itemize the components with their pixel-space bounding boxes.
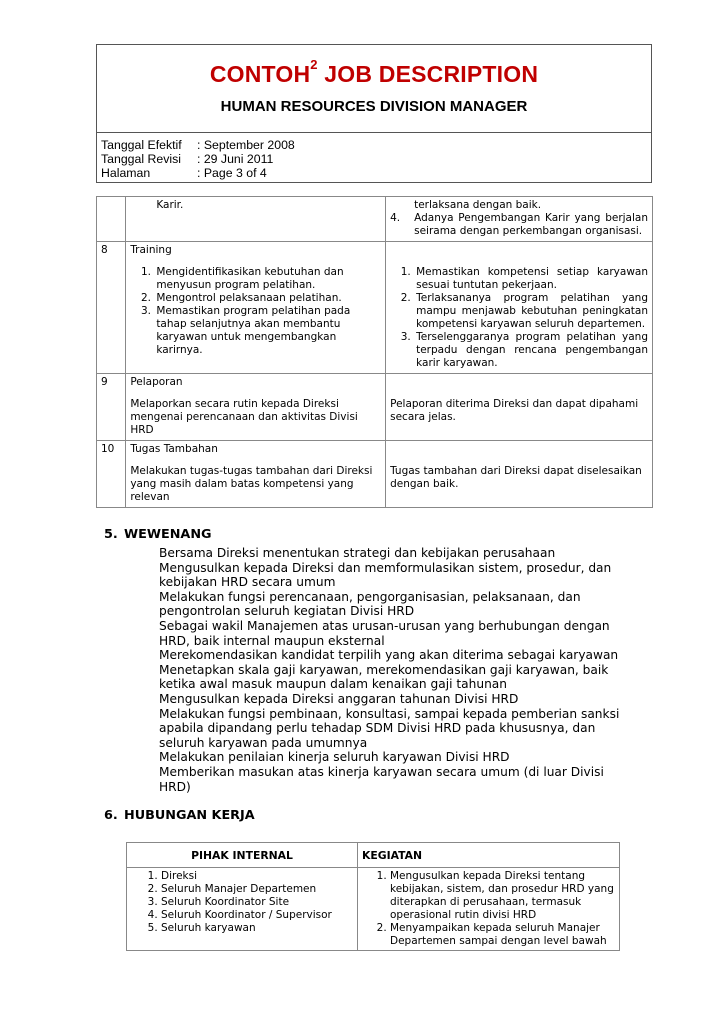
responsibilities-table [96, 196, 653, 508]
row-number: 10 [97, 441, 126, 508]
indicator-text: Pelaporan diterima Direksi dan dapat dipahami secara jelas. [390, 398, 639, 423]
activity-cell [126, 242, 386, 374]
section-number: 5. [104, 527, 118, 542]
indicator-cell [386, 441, 653, 508]
internal-parties-list [131, 870, 353, 935]
meta-value: : September 2008 [197, 138, 295, 152]
document-meta [101, 138, 295, 180]
title-main: CONTOH [209, 61, 311, 87]
table-row [97, 441, 653, 508]
row-number: 9 [97, 374, 126, 441]
table-row [97, 197, 653, 242]
table-row [97, 242, 653, 374]
section-heading-wewenang [104, 527, 212, 542]
meta-row [101, 166, 295, 180]
column-header-internal: PIHAK INTERNAL [127, 843, 358, 868]
list-item: 3. Terselenggaranya program pelatihan yang terpadu dengan rencana pengembangan karir karyawan. [414, 331, 648, 370]
list-item: 2. Menyampaikan kepada seluruh Manajer Departemen sampai dengan level bawah [390, 922, 615, 948]
meta-value: : Page 3 of 4 [197, 166, 267, 180]
list-item: 1. Memastikan kompetensi setiap karyawan sesuai tuntutan pekerjaan. [414, 266, 648, 292]
activity-list [130, 266, 381, 357]
list-item: 2. Seluruh Manajer Departemen [161, 883, 353, 896]
internal-parties-cell [127, 868, 358, 951]
activity-cell [126, 197, 386, 242]
document-title [97, 57, 651, 88]
indicator-cell [386, 197, 653, 242]
section-heading-hubungan-kerja [104, 808, 255, 823]
list-item: 4. Seluruh Koordinator / Supervisor [161, 909, 353, 922]
work-relations-table [126, 842, 620, 951]
meta-row [101, 138, 295, 152]
task-name: Training [130, 244, 172, 256]
list-item: 5. Seluruh karyawan [161, 922, 353, 935]
list-item: Sebagai wakil Manajemen atas urusan-urusan yang berhubungan dengan HRD, baik internal maupun eksternal [159, 618, 610, 648]
meta-row [101, 152, 295, 166]
indicator-text: terlaksana dengan baik. [414, 199, 542, 211]
title-superscript: 2 [310, 57, 318, 72]
list-item: 2. Terlaksananya program pelatihan yang mampu menjawab kebutuhan peningkatan kompetensi karyawan seluruh departemen. [414, 292, 648, 331]
indicator-list [390, 266, 648, 370]
row-number: 8 [97, 242, 126, 374]
indicator-item [390, 212, 648, 238]
meta-label: Tanggal Efektif [101, 138, 182, 152]
meta-label: Halaman [101, 166, 151, 180]
list-item: Bersama Direksi menentukan strategi dan kebijakan perusahaan [159, 546, 556, 560]
meta-value: : 29 Juni 2011 [197, 152, 274, 166]
row-number [97, 197, 126, 242]
table-row [97, 374, 653, 441]
title-rest: JOB DESCRIPTION [317, 61, 539, 87]
section-title: WEWENANG [124, 527, 212, 542]
list-item: Menetapkan skala gaji karyawan, merekomendasikan gaji karyawan, baik ketika awal masuk maupun dalam kenaikan gaji tahunan [159, 662, 609, 692]
task-name: Pelaporan [130, 376, 183, 388]
section-number: 6. [104, 808, 118, 823]
meta-label: Tanggal Revisi [101, 152, 181, 166]
indicator-number: 4. [390, 212, 401, 224]
activity-cell [126, 441, 386, 508]
kegiatan-cell [358, 868, 620, 951]
activity-text: Melakukan tugas-tugas tambahan dari Direksi yang masih dalam batas kompetensi yang relevan [130, 465, 373, 503]
indicator-cell [386, 242, 653, 374]
task-name: Tugas Tambahan [130, 443, 218, 455]
list-item: Merekomendasikan kandidat terpilih yang akan diterima sebagai karyawan [159, 648, 619, 663]
activity-text: Melaporkan secara rutin kepada Direksi mengenai perencanaan dan aktivitas Divisi HRD [130, 398, 358, 436]
header-divider [97, 132, 651, 133]
list-item: 1. Mengidentifikasikan kebutuhan dan menyusun program pelatihan. [154, 266, 381, 292]
document-subtitle: HUMAN RESOURCES DIVISION MANAGER [220, 98, 528, 115]
list-item: Mengusulkan kepada Direksi anggaran tahunan Divisi HRD [159, 691, 519, 706]
table-row [127, 868, 620, 951]
column-header-kegiatan: KEGIATAN [358, 843, 620, 868]
list-item: 3. Seluruh Koordinator Site [161, 896, 353, 909]
list-item: Mengusulkan kepada Direksi dan memformulasikan sistem, prosedur, dan kebijakan HRD secara umum [159, 560, 612, 590]
list-item: Melakukan penilaian kinerja seluruh karyawan Divisi HRD [159, 750, 510, 765]
list-item: Melakukan fungsi perencanaan, pengorganisasian, pelaksanaan, dan pengontrolan seluruh kegiatan Divisi HRD [159, 589, 581, 619]
list-item: 2. Mengontrol pelaksanaan pelatihan. [154, 292, 381, 305]
indicator-text: Adanya Pengembangan Karir yang berjalan seirama dengan perkembangan organisasi. [414, 212, 648, 237]
activity-text: Karir. [156, 199, 184, 211]
indicator-cell [386, 374, 653, 441]
list-item: 1. Mengusulkan kepada Direksi tentang kebijakan, sistem, dan prosedur HRD yang diterapkan di perusahaan, termasuk operasional rutin divisi HRD [390, 870, 615, 922]
document-header [96, 44, 652, 183]
section-title: HUBUNGAN KERJA [124, 808, 255, 823]
list-item: Memberikan masukan atas kinerja karyawan secara umum (di luar Divisi HRD) [159, 764, 604, 794]
kegiatan-list [362, 870, 615, 948]
authority-list [159, 546, 639, 794]
activity-cell [126, 374, 386, 441]
list-item: 3. Memastikan program pelatihan pada tahap selanjutnya akan membantu karyawan untuk mengembangkan karirnya. [154, 305, 381, 357]
indicator-text: Tugas tambahan dari Direksi dapat diselesaikan dengan baik. [390, 465, 642, 490]
list-item: Melakukan fungsi pembinaan, konsultasi, sampai kepada pemberian sanksi apabila dipandang perlu tehadap SDM Divisi HRD pada khususnya, dan seluruh karyawan pada umumnya [159, 706, 620, 750]
list-item: 1. Direksi [161, 870, 353, 883]
table-header-row [127, 843, 620, 868]
